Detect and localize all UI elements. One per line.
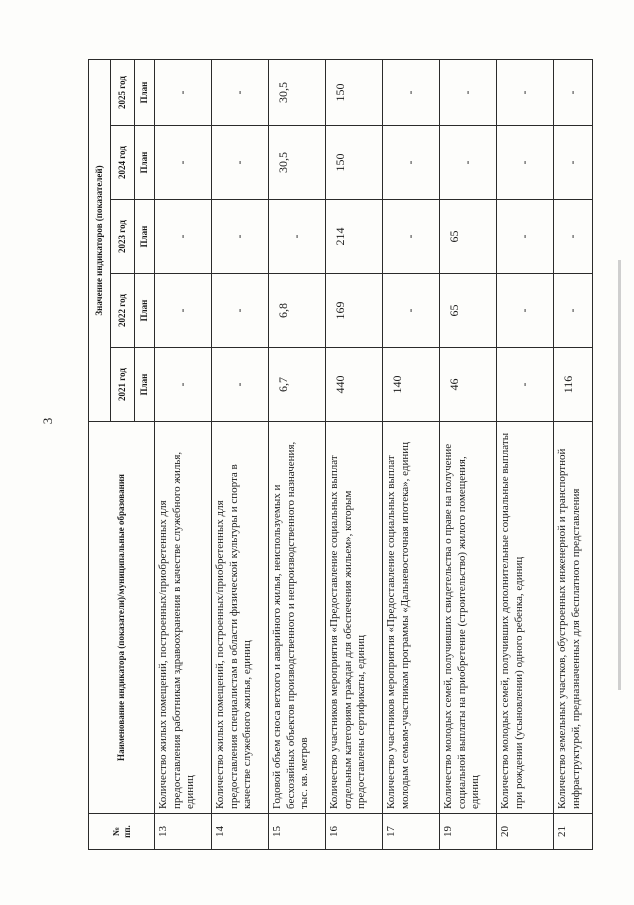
indicators-table <box>88 59 593 850</box>
cell-2022: - <box>383 274 440 348</box>
indicators-table-rotated <box>88 60 591 850</box>
header-num: № пп. <box>89 814 155 850</box>
cell-2022: 169 <box>326 274 383 348</box>
row-num: 20 <box>497 814 554 850</box>
header-plan-2022: План <box>135 274 155 348</box>
header-year-2025: 2025 год <box>111 60 135 126</box>
row-num: 17 <box>383 814 440 850</box>
cell-2023: - <box>554 200 593 274</box>
header-plan-2024: План <box>135 126 155 200</box>
cell-2021: 116 <box>554 348 593 422</box>
cell-2025: - <box>212 60 269 126</box>
cell-2024: - <box>554 126 593 200</box>
page-number: 3 <box>40 417 55 425</box>
row-name: Количество жилых помещений, построенных/приобретенных для предоставления работникам здравоохранения в качестве служебного жилья, единиц <box>155 422 212 814</box>
cell-2025: - <box>440 60 497 126</box>
header-year-2022: 2022 год <box>111 274 135 348</box>
row-num: 15 <box>269 814 326 850</box>
cell-2021: - <box>155 348 212 422</box>
table-row <box>326 60 383 850</box>
table-row <box>554 60 593 850</box>
row-num: 13 <box>155 814 212 850</box>
cell-2022: - <box>212 274 269 348</box>
row-name: Количество молодых семей, получивших дополнительные социальные выплаты при рождении (усыновлении) одного ребенка, единиц <box>497 422 554 814</box>
table-row <box>440 60 497 850</box>
cell-2022: 6,8 <box>269 274 326 348</box>
header-name: Наименование индикатора (показатели)/муниципальные образования <box>89 422 155 814</box>
cell-2025: - <box>383 60 440 126</box>
row-name: Количество жилых помещений, построенных/приобретенных для предоставления специалистам в области физической культуры и спорта в качестве служебного жилья, единиц <box>212 422 269 814</box>
scan-edge-mark <box>618 260 621 690</box>
cell-2025: - <box>554 60 593 126</box>
cell-2025: 150 <box>326 60 383 126</box>
cell-2021: 440 <box>326 348 383 422</box>
cell-2021: - <box>212 348 269 422</box>
cell-2023: - <box>269 200 326 274</box>
cell-2024: - <box>440 126 497 200</box>
cell-2021: 6,7 <box>269 348 326 422</box>
table-row <box>383 60 440 850</box>
cell-2024: - <box>155 126 212 200</box>
header-plan-2025: План <box>135 60 155 126</box>
cell-2024: - <box>212 126 269 200</box>
cell-2021: - <box>497 348 554 422</box>
cell-2022: - <box>497 274 554 348</box>
header-plan-2023: План <box>135 200 155 274</box>
row-name: Годовой объем сноса ветхого и аварийного жилья, неиспользуемых и бесхозяйных объектов производственного и непроизводственного назначения, тыс. кв. метров <box>269 422 326 814</box>
cell-2023: 214 <box>326 200 383 274</box>
row-num: 14 <box>212 814 269 850</box>
row-name: Количество земельных участков, обустроенных инженерной и транспортной инфраструктурой, предназначенных для бесплатного представления <box>554 422 593 814</box>
row-name: Количество участников мероприятия «Предоставление социальных выплат отдельным категориям граждан для обеспечения жильем», которым предоставлены сертификаты, единиц <box>326 422 383 814</box>
cell-2023: - <box>212 200 269 274</box>
header-year-2023: 2023 год <box>111 200 135 274</box>
cell-2024: 150 <box>326 126 383 200</box>
cell-2023: 65 <box>440 200 497 274</box>
row-num: 21 <box>554 814 593 850</box>
table-row <box>212 60 269 850</box>
cell-2021: 140 <box>383 348 440 422</box>
cell-2024: - <box>383 126 440 200</box>
row-name: Количество молодых семей, получивших свидетельства о праве на получение социальной выплаты на приобретение (строительство) жилого помещения, единиц <box>440 422 497 814</box>
cell-2021: 46 <box>440 348 497 422</box>
header-year-2024: 2024 год <box>111 126 135 200</box>
row-num: 16 <box>326 814 383 850</box>
cell-2025: - <box>497 60 554 126</box>
cell-2024: - <box>497 126 554 200</box>
cell-2022: 65 <box>440 274 497 348</box>
cell-2025: - <box>155 60 212 126</box>
header-plan-2021: План <box>135 348 155 422</box>
table-row <box>155 60 212 850</box>
table-row <box>497 60 554 850</box>
cell-2022: - <box>554 274 593 348</box>
cell-2024: 30,5 <box>269 126 326 200</box>
cell-2022: - <box>155 274 212 348</box>
cell-2025: 30,5 <box>269 60 326 126</box>
header-year-2021: 2021 год <box>111 348 135 422</box>
cell-2023: - <box>383 200 440 274</box>
row-num: 19 <box>440 814 497 850</box>
cell-2023: - <box>155 200 212 274</box>
cell-2023: - <box>497 200 554 274</box>
row-name: Количество участников мероприятия «Предоставление социальных выплат молодым семьям-участникам программы «Дальневосточная ипотека», единиц <box>383 422 440 814</box>
header-values-group: Значение индикаторов (показателей) <box>89 60 111 422</box>
table-row <box>269 60 326 850</box>
